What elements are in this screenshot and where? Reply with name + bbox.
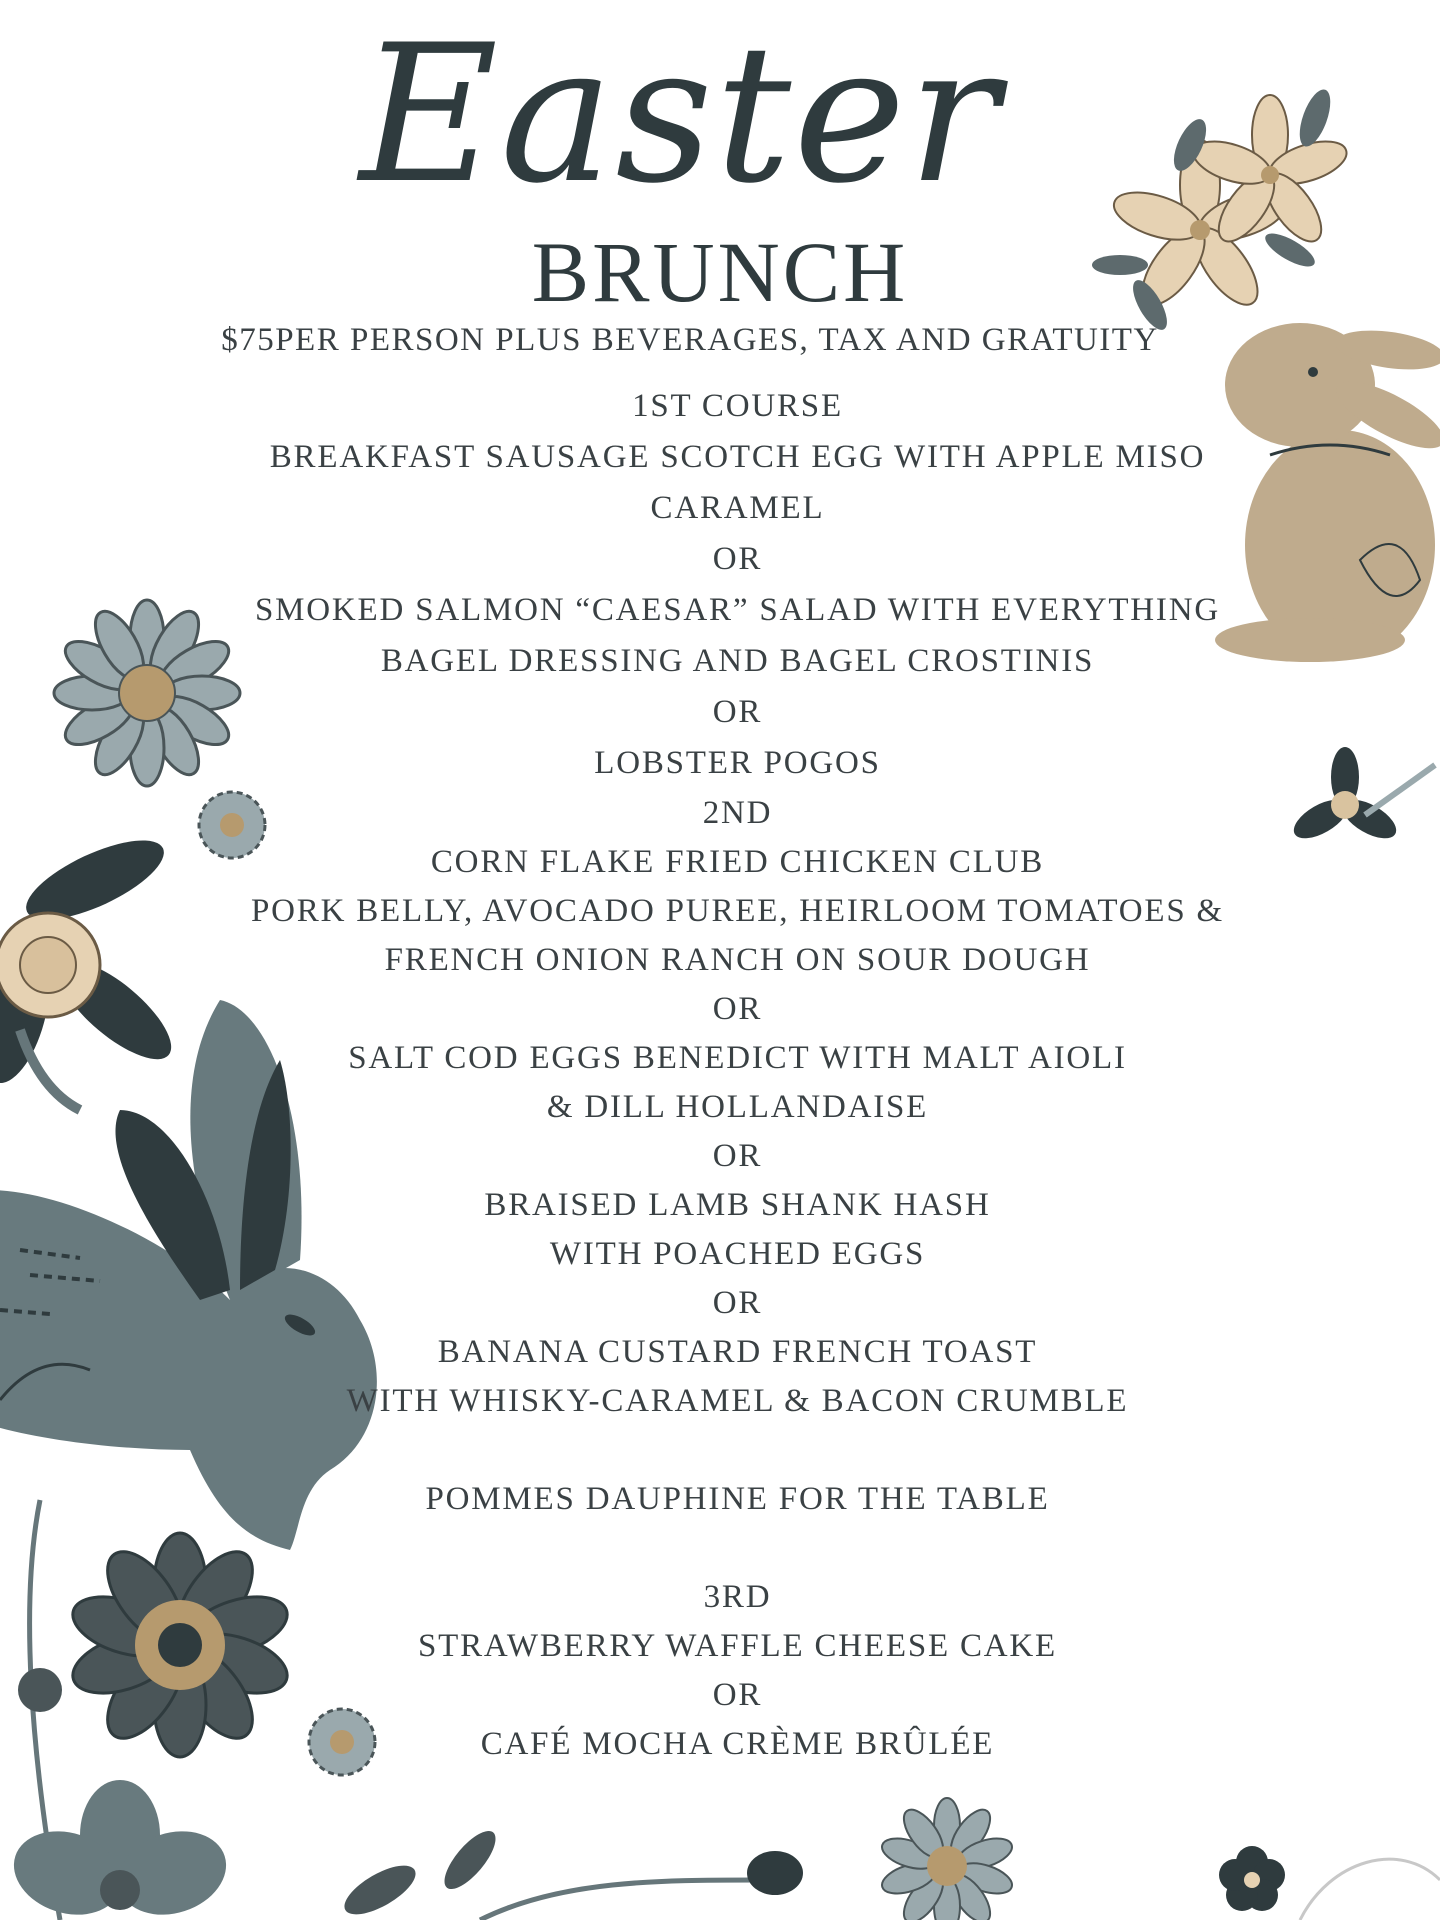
or-divider: OR (712, 1138, 763, 1174)
menu-item-line: PORK BELLY, AVOCADO PUREE, HEIRLOOM TOMATOES & (250, 893, 1225, 929)
course-heading-third: 3RD (703, 1579, 772, 1615)
spacer (200, 1524, 1275, 1573)
flowers-bottom-row-icon (3, 1780, 1440, 1920)
or-divider: OR (712, 1677, 763, 1713)
menu-item-line: BREAKFAST SAUSAGE SCOTCH EGG WITH APPLE MISO (269, 439, 1206, 475)
course-heading-second: 2ND (702, 795, 773, 831)
or-divider: OR (712, 991, 763, 1027)
menu-item-line: FRENCH ONION RANCH ON SOUR DOUGH (384, 942, 1091, 978)
price-line: $75PER PERSON PLUS BEVERAGES, TAX AND GRATUITY (221, 322, 1159, 358)
table-item: POMMES DAUPHINE FOR THE TABLE (425, 1481, 1050, 1517)
menu-item-line: BAGEL DRESSING AND BAGEL CROSTINIS (380, 643, 1095, 679)
menu-item-line: LOBSTER POGOS (594, 745, 881, 781)
spacer (200, 1426, 1275, 1475)
menu-item-line: & DILL HOLLANDAISE (546, 1089, 929, 1125)
menu-item-line: STRAWBERRY WAFFLE CHEESE CAKE (417, 1628, 1058, 1664)
or-divider: OR (712, 1285, 763, 1321)
dark-flower-right-icon (1288, 747, 1435, 846)
course-heading-first: 1ST COURSE (632, 388, 843, 424)
title-script: Easter (359, 4, 1001, 225)
menu-item-line: SALT COD EGGS BENEDICT WITH MALT AIOLI (348, 1040, 1127, 1076)
menu-item-line: CAFÉ MOCHA CRÈME BRÛLÉE (480, 1726, 995, 1762)
menu-item-line: WITH POACHED EGGS (549, 1236, 926, 1272)
or-divider: OR (712, 541, 763, 577)
menu-item-line: SMOKED SALMON “CAESAR” SALAD WITH EVERYTHING (255, 592, 1220, 628)
menu-item-line: CARAMEL (650, 490, 825, 526)
title-main: BRUNCH (531, 224, 909, 320)
menu-item-line: BRAISED LAMB SHANK HASH (484, 1187, 991, 1223)
flower-cluster-top-right-icon (1092, 86, 1352, 335)
menu-item-line: BANANA CUSTARD FRENCH TOAST (437, 1334, 1038, 1370)
menu-list (200, 381, 1275, 1769)
bud-icon (18, 1668, 62, 1712)
menu-item-line: WITH WHISKY-CARAMEL & BACON CRUMBLE (346, 1383, 1129, 1419)
menu-item-line: CORN FLAKE FRIED CHICKEN CLUB (430, 844, 1045, 880)
or-divider: OR (712, 694, 763, 730)
daffodil-left-icon (0, 825, 185, 1110)
